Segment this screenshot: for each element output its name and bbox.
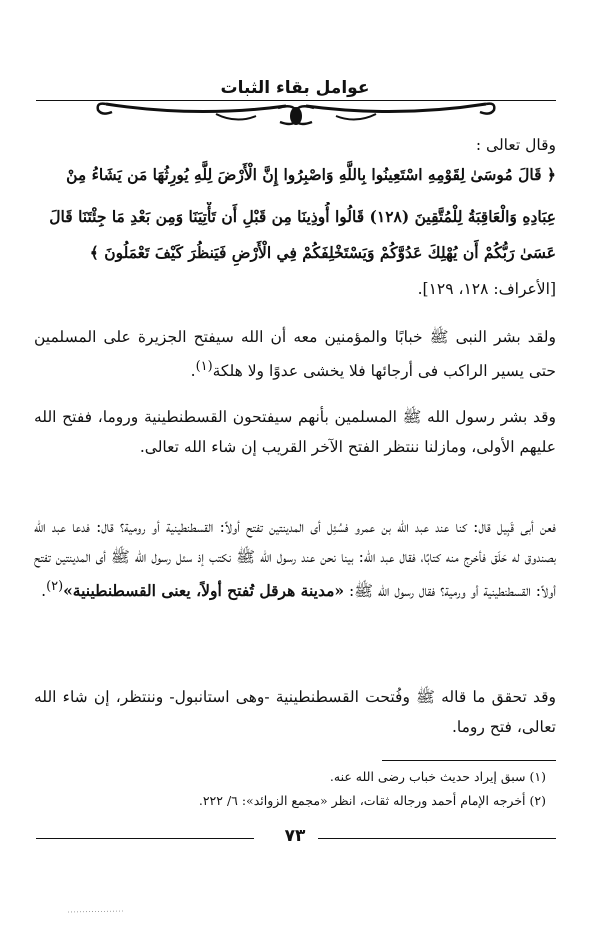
paragraph-1 bbox=[34, 322, 556, 386]
page-number: ٧٣ bbox=[284, 826, 306, 846]
header-ornament-icon bbox=[36, 100, 556, 130]
paragraph-3-end: . bbox=[41, 582, 47, 601]
verse-intro: وقال تعالى : bbox=[475, 136, 556, 154]
footnote-1: (١) سبق إيراد حديث خباب رضى الله عنه. bbox=[329, 769, 546, 784]
paragraph-1-end: . bbox=[190, 362, 196, 381]
verse-line-3: عَسَىٰ رَبُّكُمْ أَن يُهْلِكَ عَدُوَّكُمْ وَيَسْتَخْلِفَكُمْ فِي الْأَرْضِ فَيَنظُرَ كَيْفَ تَعْمَلُونَ ﴾ bbox=[89, 243, 556, 262]
paragraph-2: وقد بشر رسول الله ﷺ المسلمين بأنهم سيفتحون القسطنطينية وروما، ففتح الله عليهم الأولى، ومازلنا ننتظر الفتح الآخر القريب إن شاء الله تعالى. bbox=[34, 408, 556, 456]
footnote-2: (٢) أخرجه الإمام أحمد ورجاله ثقات، انظر «مجمع الزوائد»: ٦/ ٢٢٢. bbox=[198, 793, 546, 808]
footnote-marker-1: (١) bbox=[195, 359, 213, 374]
paragraph-3 bbox=[34, 512, 556, 606]
hadith-quote: «مدينة هرقل تُفتح أولاً، يعنى القسطنطينية» bbox=[63, 581, 345, 601]
footer-rule-right bbox=[318, 838, 556, 839]
verse-line-1: ﴿ قَالَ مُوسَىٰ لِقَوْمِهِ اسْتَعِينُوا بِاللَّهِ وَاصْبِرُوا إِنَّ الْأَرْضَ لِلَّهِ يُورِثُهَا مَن يَشَاءُ مِنْ bbox=[66, 165, 556, 184]
paragraph-3-text: فعن أبى قَبِيل قال: كنا عند عبد الله بن عمرو فسُئِل أى المدينتين تفتح أولاً: القسطنطينية أو رومية؟ قال: فدعا عبد الله بصندوق له حَلَق فأخرج منه كتابًا، فقال عبد الله: بينا نحن عند رسول الله ﷺ نكتب إذ سئل رسول الله ﷺ أى المدينتين تفتح أولاً: القسطنطينية أو ورمية؟ فقال رسول الله ﷺ: bbox=[34, 518, 556, 601]
paragraph-4: وقد تحقق ما قاله ﷺ وفُتحت القسطنطينية -وهى استانبول- وننتظر، إن شاء الله تعالى، فتح روما. bbox=[34, 688, 556, 736]
verse-line-2: عِبَادِهِ وَالْعَاقِبَةُ لِلْمُتَّقِينَ (١٢٨) قَالُوا أُوذِينَا مِن قَبْلِ أَن تَأْتِيَنَا وَمِن بَعْدِ مَا جِئْتَنَا قَالَ bbox=[49, 207, 556, 226]
footnote-marker-2: (٢) bbox=[46, 579, 64, 594]
paragraph-1-text: ولقد بشر النبى ﷺ خبابًا والمؤمنين معه أن الله سيفتح الجزيرة على المسلمين حتى يسير الراكب فى أرجائها فلا يخشى عدوًا ولا هلكة bbox=[34, 328, 556, 381]
footnote-separator bbox=[382, 760, 556, 761]
scan-smudge-icon bbox=[66, 908, 126, 914]
running-header-title: عوامل بقاء الثبات bbox=[220, 78, 370, 98]
verse-reference: [الأعراف: ١٢٨، ١٢٩]. bbox=[417, 280, 556, 298]
